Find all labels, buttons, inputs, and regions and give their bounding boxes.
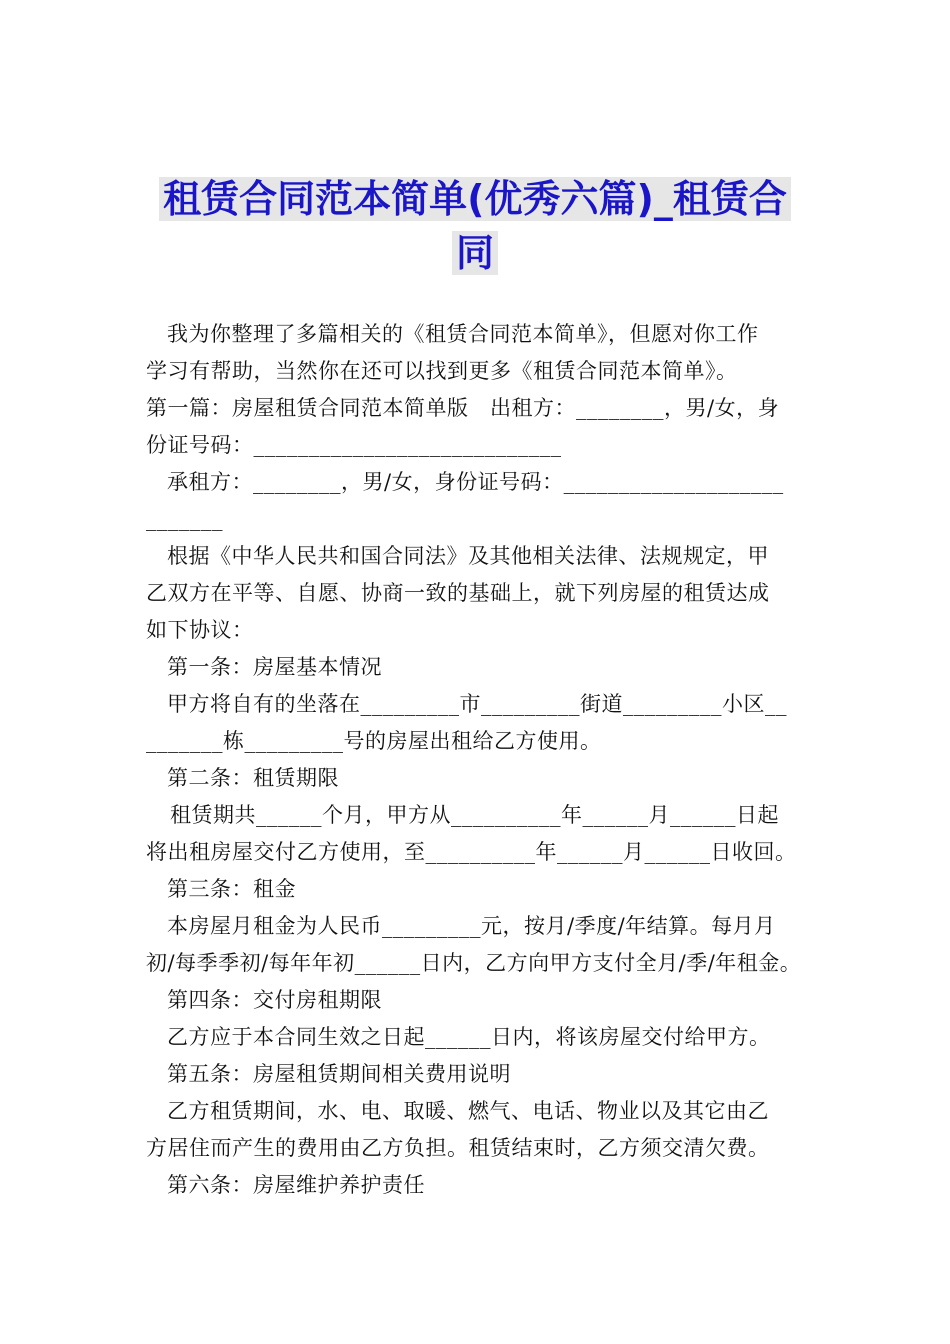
section-heading: 第一条：房屋基本情况 — [167, 655, 382, 679]
paragraph-line: 初/每季季初/每年年初______日内，乙方向甲方支付全月/季/年租金。 — [146, 951, 802, 975]
section-heading: 第六条：房屋维护养护责任 — [167, 1173, 425, 1197]
section-heading: 第三条：租金 — [167, 877, 296, 901]
paragraph-line: 第一篇：房屋租赁合同范本简单版 出租方：________，男/女，身 — [146, 396, 780, 420]
section-heading: 第五条：房屋租赁期间相关费用说明 — [167, 1062, 511, 1086]
title-line-2: 同 — [452, 231, 498, 275]
title-line-1: 租赁合同范本简单(优秀六篇)_租赁合 — [159, 177, 791, 221]
paragraph-line: 份证号码：____________________________ — [146, 433, 562, 457]
section-heading: 第二条：租赁期限 — [167, 766, 339, 790]
paragraph-line: 本房屋月租金为人民币_________元，按月/季度/年结算。每月月 — [167, 914, 776, 938]
paragraph-line: 学习有帮助，当然你在还可以找到更多《租赁合同范本简单》。 — [146, 359, 738, 383]
section-heading: 第四条：交付房租期限 — [167, 988, 382, 1012]
paragraph-line: 乙双方在平等、自愿、协商一致的基础上，就下列房屋的租赁达成 — [146, 581, 770, 605]
document-body — [146, 316, 816, 1204]
paragraph-line: 乙方应于本合同生效之日起______日内，将该房屋交付给甲方。 — [167, 1025, 771, 1049]
paragraph-line: 如下协议： — [146, 618, 254, 642]
paragraph-line: 承租方：________，男/女，身份证号码：____________________ — [167, 470, 784, 494]
paragraph-line: _______栋_________号的房屋出租给乙方使用。 — [146, 729, 602, 753]
paragraph-line: 甲方将自有的坐落在_________市_________街道_________小区__ — [167, 692, 787, 716]
paragraph-line: 乙方租赁期间，水、电、取暖、燃气、电话、物业以及其它由乙 — [167, 1099, 769, 1123]
paragraph-line: 我为你整理了多篇相关的《租赁合同范本简单》，但愿对你工作 — [167, 322, 759, 346]
paragraph-line: 将出租房屋交付乙方使用，至__________年______月______日收回。 — [146, 840, 797, 864]
paragraph-line: 租赁期共______个月，甲方从__________年______月______日起 — [170, 803, 779, 827]
paragraph-line: 根据《中华人民共和国合同法》及其他相关法律、法规规定，甲 — [167, 544, 769, 568]
paragraph-line: _______ — [146, 507, 223, 531]
document-title — [150, 172, 800, 280]
paragraph-line: 方居住而产生的费用由乙方负担。租赁结束时，乙方须交清欠费。 — [146, 1136, 770, 1160]
